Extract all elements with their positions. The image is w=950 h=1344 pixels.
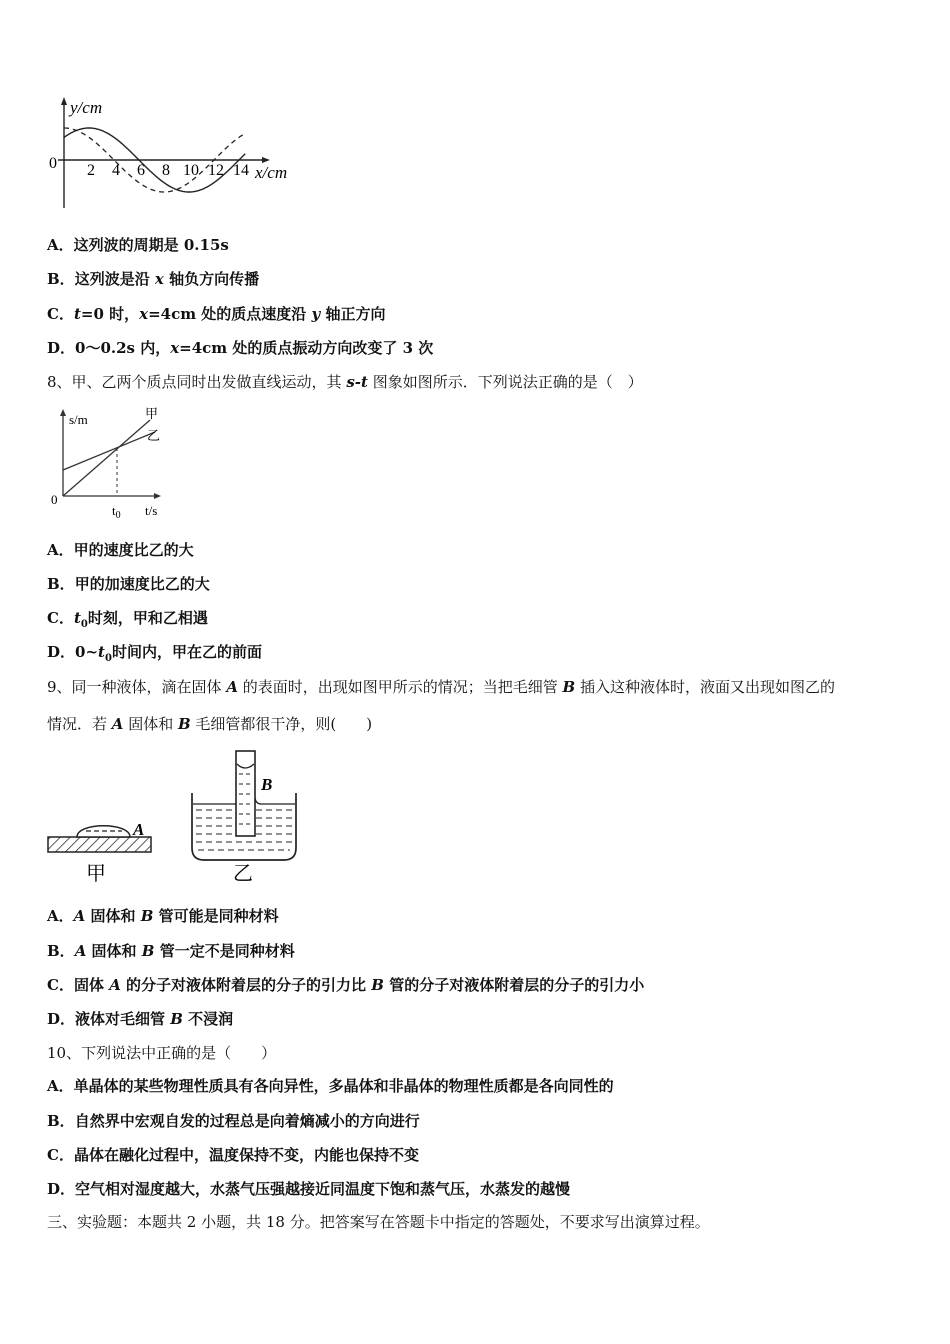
q10-stem <box>47 1043 276 1063</box>
wave-x-tick: 6 <box>137 162 145 179</box>
option-text: 这列波的周期是 0.15s <box>73 236 229 254</box>
st-line-jia <box>63 420 150 496</box>
variable-b: B <box>140 907 154 925</box>
subscript: 0 <box>80 619 88 630</box>
stem-text: 的表面时，出现如图甲所示的情况；当把毛细管 <box>237 678 563 696</box>
variable-b: B <box>170 1010 183 1028</box>
q7-option-c <box>47 304 386 324</box>
variable-a: A <box>73 907 86 925</box>
option-text: 甲的加速度比乙的大 <box>74 575 210 593</box>
option-letter: A． <box>47 236 74 254</box>
variable-a: A <box>111 715 124 733</box>
liquid-figure <box>40 748 310 888</box>
option-text: 管一定不是同种材料 <box>154 942 295 960</box>
variable-st: s-t <box>346 373 368 391</box>
variable-x: x <box>170 339 180 357</box>
section-text: 三、实验题：本题共 2 小题，共 18 分。把答案写在答题卡中指定的答题处，不要求写出演算过程。 <box>47 1213 710 1231</box>
variable-t: t <box>98 643 105 661</box>
option-letter: D． <box>47 1010 76 1028</box>
option-text: =4cm 处的质点速度沿 <box>148 305 312 323</box>
variable-a: A <box>109 976 121 994</box>
q8-option-c <box>47 608 208 635</box>
option-text: 固体 <box>73 976 110 994</box>
st-label-yi: 乙 <box>147 428 161 443</box>
wave-x-tick: 4 <box>112 162 120 179</box>
label-b: B <box>261 775 273 794</box>
subscript: 0 <box>104 653 112 664</box>
st-x-arrow <box>154 493 161 499</box>
section-3-heading <box>47 1212 710 1232</box>
st-t0-sub: 0 <box>115 510 121 521</box>
variable-a: A <box>74 942 87 960</box>
q10-option-b <box>47 1111 420 1131</box>
wave-x-tick: 8 <box>162 162 170 179</box>
capillary-tube-b <box>236 751 255 836</box>
option-text: 管可能是同种材料 <box>153 907 279 925</box>
q7-option-a <box>47 235 229 255</box>
stem-text: 情况．若 <box>47 715 112 733</box>
wave-y-label: y/cm <box>70 98 103 117</box>
variable-t: t <box>73 305 81 323</box>
label-a: A <box>133 820 145 839</box>
option-letter: D． <box>47 643 76 661</box>
st-y-arrow <box>60 409 66 416</box>
option-text: 0～0.2s 内， <box>75 339 171 357</box>
option-text: 晶体在融化过程中，温度保持不变，内能也保持不变 <box>73 1146 419 1164</box>
option-text: =4cm 处的质点振动方向改变了 3 次 <box>179 339 434 357</box>
option-letter: C． <box>47 976 74 994</box>
option-letter: C． <box>47 1146 74 1164</box>
option-letter: A． <box>47 541 74 559</box>
caption-yi: 乙 <box>233 863 253 885</box>
option-text: 空气相对湿度越大，水蒸气压强越接近同温度下饱和蒸气压，水蒸发的越慢 <box>75 1180 571 1198</box>
variable-b: B <box>371 976 384 994</box>
option-letter: D． <box>47 339 76 357</box>
q9-stem-line1 <box>47 677 835 697</box>
st-t0-var: t <box>112 503 116 518</box>
option-letter: A． <box>47 907 74 925</box>
variable-b: B <box>562 678 576 696</box>
wave-x-tick: 10 <box>183 162 199 179</box>
q8-option-a <box>47 540 194 560</box>
q7-option-b <box>47 269 259 289</box>
q10-option-c <box>47 1145 419 1165</box>
solid-plate-a <box>48 837 151 852</box>
stem-text: 10、下列说法中正确的是（ ） <box>47 1044 277 1062</box>
st-t0-label <box>112 503 121 521</box>
option-text: =0 时， <box>80 305 140 323</box>
variable-x: x <box>154 270 164 288</box>
option-text: 这列波是沿 <box>74 270 155 288</box>
stem-text: 8、甲、乙两个质点同时出发做直线运动，其 <box>47 373 347 391</box>
option-letter: C． <box>47 609 74 627</box>
option-text: 管的分子对液体附着层的分子的引力小 <box>383 976 645 994</box>
option-text: 单晶体的某些物理性质具有各向异性，多晶体和非晶体的物理性质都是各向同性的 <box>73 1077 614 1095</box>
st-origin: 0 <box>51 492 58 507</box>
option-text: 0~ <box>75 643 99 661</box>
caption-jia: 甲 <box>86 863 106 885</box>
q9-option-c <box>47 975 644 995</box>
q7-option-d <box>47 338 433 358</box>
variable-b: B <box>177 715 191 733</box>
wave-x-tick: 12 <box>208 162 224 179</box>
st-graph <box>45 402 175 522</box>
variable-a: A <box>226 678 238 696</box>
option-text: 时刻，甲和乙相遇 <box>87 609 208 627</box>
wave-origin: 0 <box>49 155 57 172</box>
q10-option-a <box>47 1076 614 1096</box>
q8-option-d <box>47 642 262 669</box>
option-text: 固体和 <box>85 907 141 925</box>
option-text: 不浸润 <box>182 1010 234 1028</box>
q9-option-d <box>47 1009 233 1029</box>
option-text: 液体对毛细管 <box>75 1010 171 1028</box>
q9-stem-line2 <box>47 714 372 734</box>
wave-graph <box>40 95 310 215</box>
variable-y: y <box>311 305 321 323</box>
st-label-jia: 甲 <box>145 406 159 421</box>
wave-y-arrow <box>61 97 67 105</box>
q9-option-a <box>47 906 279 926</box>
stem-text: 图象如图所示．下列说法正确的是（ ） <box>367 373 643 391</box>
wave-x-label: x/cm <box>255 163 288 182</box>
option-letter: B． <box>47 942 75 960</box>
option-letter: A． <box>47 1077 74 1095</box>
variable-x: x <box>139 305 149 323</box>
option-letter: C． <box>47 305 74 323</box>
st-y-label: s/m <box>69 412 88 427</box>
wave-x-tick: 14 <box>233 162 249 179</box>
q10-option-d <box>47 1179 570 1199</box>
option-letter: B． <box>47 270 75 288</box>
option-text: 的分子对液体附着层的分子的引力比 <box>120 976 372 994</box>
q8-stem <box>47 372 643 392</box>
stem-text: 毛细管都很干净，则( ) <box>190 715 373 733</box>
option-letter: D． <box>47 1180 76 1198</box>
option-text: 固体和 <box>86 942 142 960</box>
stem-text: 固体和 <box>123 715 178 733</box>
q9-option-b <box>47 941 295 961</box>
option-text: 自然界中宏观自发的过程总是向着熵减小的方向进行 <box>74 1112 420 1130</box>
option-text: 轴负方向传播 <box>163 270 260 288</box>
option-letter: B． <box>47 575 75 593</box>
option-text: 甲的速度比乙的大 <box>73 541 194 559</box>
variable-b: B <box>141 942 155 960</box>
option-letter: B． <box>47 1112 75 1130</box>
st-line-yi <box>63 432 155 470</box>
stem-text: 9、同一种液体，滴在固体 <box>47 678 227 696</box>
wave-x-tick: 2 <box>87 162 95 179</box>
option-text: 轴正方向 <box>320 305 386 323</box>
option-text: 时间内，甲在乙的前面 <box>111 643 262 661</box>
st-x-label: t/s <box>145 503 158 518</box>
variable-t: t <box>73 609 81 627</box>
q8-option-b <box>47 574 210 594</box>
stem-text: 插入这种液体时，液面又出现如图乙的 <box>575 678 835 696</box>
